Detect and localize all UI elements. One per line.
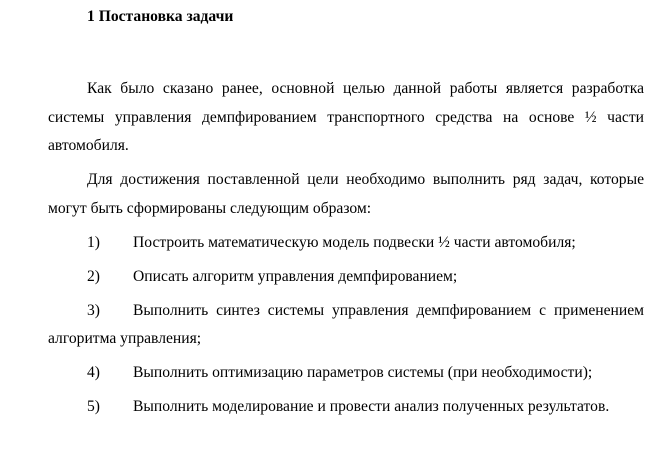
list-item-number: 3)	[87, 301, 100, 319]
list-item-text: Выполнить синтез системы управления демпфированием с применением алгоритма управления;	[48, 301, 644, 347]
list-item-number: 5)	[87, 398, 100, 415]
list-item-text: Выполнить моделирование и провести анализ полученных результатов.	[133, 398, 610, 415]
list-item-number: 2)	[87, 267, 100, 285]
list-item	[48, 359, 644, 388]
list-item-number: 4)	[87, 364, 100, 381]
list-item-number: 1)	[87, 233, 100, 251]
document-body	[48, 75, 644, 427]
paragraph-intro: Как было сказано ранее, основной целью данной работы является разработка системы управления демпфированием транспортного средства на основе ½ части автомобиля.	[48, 80, 644, 154]
list-item-text: Построить математическую модель подвески ½ части автомобиля;	[133, 233, 576, 251]
list-item-text: Выполнить оптимизацию параметров системы (при необходимости);	[133, 364, 593, 381]
list-item	[48, 263, 644, 292]
list-item	[48, 297, 644, 354]
list-item	[48, 229, 644, 258]
paragraph-tasks-lead: Для достижения поставленной цели необходимо выполнить ряд задач, которые могут быть сформированы следующим образом:	[48, 171, 644, 217]
list-item	[48, 393, 644, 422]
list-item-text: Описать алгоритм управления демпфированием;	[133, 267, 458, 285]
section-heading: 1 Постановка задачи	[87, 8, 234, 25]
